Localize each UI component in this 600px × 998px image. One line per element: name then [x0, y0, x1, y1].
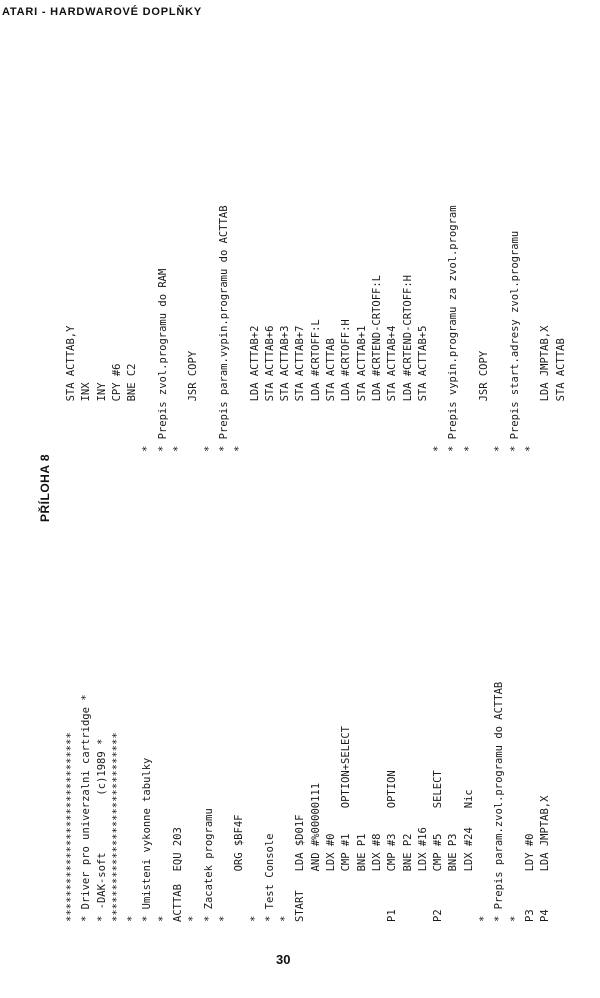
code-line: * [462, 445, 475, 452]
code-line: STA ACTTAB+3 [279, 325, 292, 452]
code-line: JSR COPY [478, 350, 491, 452]
code-line: JSR COPY [187, 350, 200, 452]
code-line: P2 CMP #5 SELECT [432, 770, 445, 922]
code-line: * [172, 445, 185, 452]
code-line: ****************************** [65, 732, 77, 922]
code-line: STA ACTTAB [325, 338, 338, 452]
code-line: * Driver pro univerzalni cartridge * [80, 694, 93, 922]
code-line: AND #%00000111 [309, 782, 322, 922]
code-line: * [478, 915, 491, 922]
code-line: P3 LDY #0 [523, 833, 536, 922]
code-line: * Prepis zvol.programu do RAM [156, 268, 169, 452]
code-line: INY [95, 382, 108, 452]
listing-column-left [64, 682, 554, 922]
code-line: ACTTAB EQU 203 [172, 827, 185, 922]
code-line: * [126, 915, 139, 922]
code-line: * [493, 445, 506, 452]
code-line: LDA #CRTOFF:H [340, 319, 353, 452]
code-line: LDX #8 [370, 833, 383, 922]
code-line: * Prepis start.adresy zvol.programu [508, 230, 521, 452]
page-header-title: ATARI - HARDWAROVÉ DOPLŇKY [2, 6, 203, 18]
code-line: INX [80, 382, 93, 452]
code-line: CPY #6 [110, 363, 123, 452]
code-line: LDA #CRTEND-CRTOFF:L [370, 274, 383, 452]
listing-column-right [64, 205, 569, 452]
code-line: * [523, 445, 536, 452]
code-line: BNE C2 [126, 363, 139, 452]
code-line: STA ACTTAB+7 [294, 325, 307, 452]
code-line: * Prepis vypin.programu za zvol.program [447, 205, 460, 452]
code-line: STA ACTTAB+4 [386, 325, 399, 452]
code-line: LDX #16 [416, 827, 429, 922]
code-line: START LDA $D01F [294, 814, 307, 922]
code-line: BNE P2 [401, 833, 414, 922]
code-line: * [432, 445, 445, 452]
code-line: LDA JMPTAB,X [539, 325, 552, 452]
code-line: * Zacatek programu [202, 808, 215, 922]
code-line: * Test Console [263, 833, 276, 922]
code-line: * [156, 915, 169, 922]
code-line: LDA ACTTAB+2 [248, 325, 261, 452]
code-line: STA ACTTAB+6 [263, 325, 276, 452]
code-line: * Prepis param.zvol.programu do ACTTAB [493, 681, 506, 922]
code-line: * [233, 445, 246, 452]
rotated-listing-area [38, 42, 578, 922]
code-line: LDA #CRTEND-CRTOFF:H [401, 274, 414, 452]
code-line: STA ACTTAB+5 [416, 325, 429, 452]
code-line: BNE P1 [355, 833, 368, 922]
code-line: STA ACTTAB [554, 338, 567, 452]
page-number: 30 [276, 952, 291, 967]
code-line: * [217, 915, 230, 922]
code-line: ORG $BF4F [233, 814, 246, 922]
listing-rotation-frame [38, 42, 578, 922]
code-line: * [248, 915, 261, 922]
code-line: LDX #0 [325, 833, 338, 922]
listing-columns [38, 42, 578, 922]
code-line: * [508, 915, 521, 922]
code-line: * Umisteni vykonne tabulky [141, 757, 154, 922]
code-line: * Prepis param.vypin.programu do ACTTAB [217, 205, 230, 452]
code-line: CMP #1 OPTION+SELECT [340, 726, 353, 922]
code-line: STA ACTTAB,Y [65, 325, 77, 452]
code-line: * [187, 915, 200, 922]
code-line: P1 CMP #3 OPTION [386, 770, 399, 922]
appendix-label: PŘÍLOHA 8 [38, 453, 52, 522]
code-line: ****************************** [110, 732, 123, 922]
code-line: LDX #24 Nic [462, 789, 475, 922]
code-line: * [279, 915, 292, 922]
code-line: BNE P3 [447, 833, 460, 922]
code-line: * [141, 445, 154, 452]
code-line: LDA #CRTOFF:L [309, 319, 322, 452]
code-line: STA ACTTAB+1 [355, 325, 368, 452]
code-line: * [202, 445, 215, 452]
code-line: * -DAK-soft (c)1989 * [95, 738, 108, 922]
code-line: P4 LDA JMPTAB,X [539, 795, 552, 922]
